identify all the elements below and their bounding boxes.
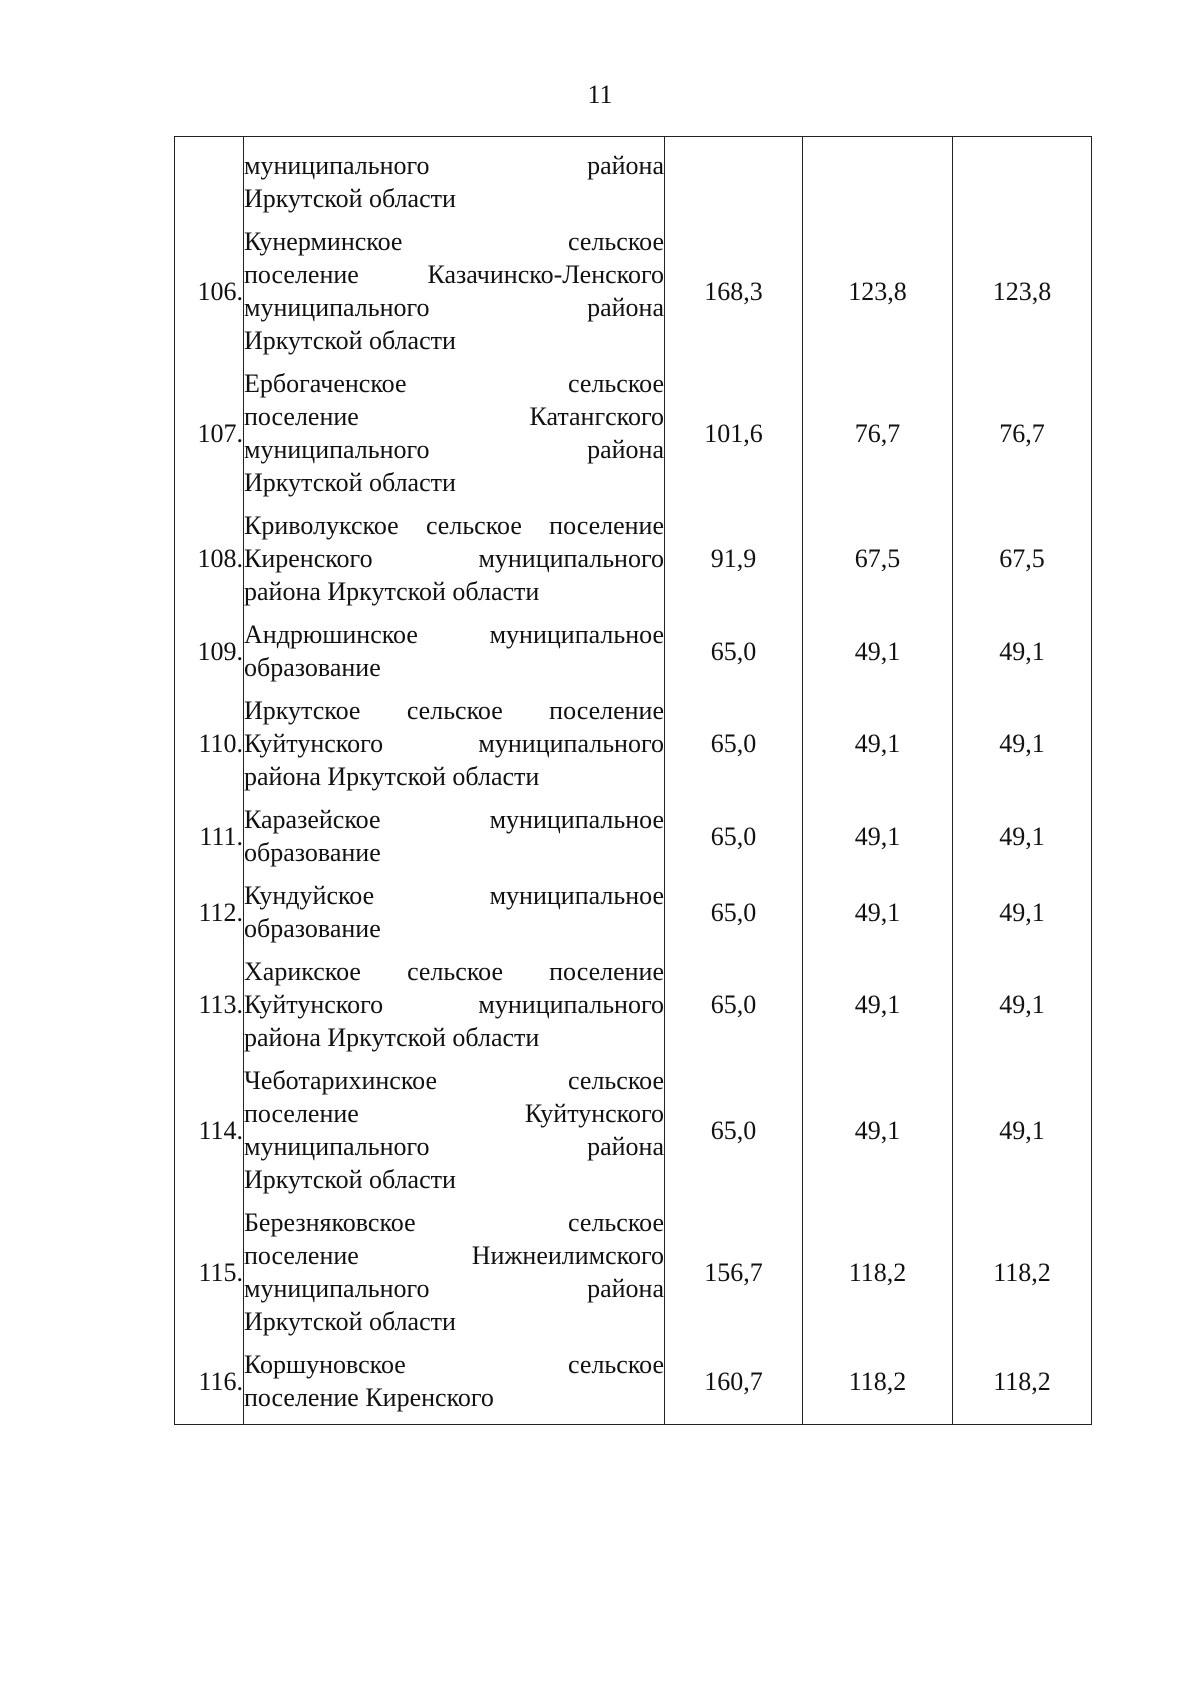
value-col-2: 118,2 <box>803 1348 953 1425</box>
value-col-1: 65,0 <box>665 1064 803 1206</box>
name-line: района Иркутской области <box>244 577 540 606</box>
value-col-1: 65,0 <box>665 879 803 955</box>
name-line: Ербогаченское сельское <box>244 369 664 398</box>
value-col-2 <box>803 137 953 226</box>
value-col-3: 76,7 <box>953 367 1092 509</box>
row-name <box>244 618 665 694</box>
row-name <box>244 955 665 1064</box>
name-line: муниципального района <box>244 435 664 464</box>
name-line: Кундуйское муниципальное <box>244 881 664 910</box>
table-row <box>175 1348 1092 1425</box>
value-col-2: 49,1 <box>803 879 953 955</box>
row-number: 116. <box>175 1348 244 1425</box>
row-number <box>175 137 244 226</box>
value-col-1: 65,0 <box>665 955 803 1064</box>
name-line: района Иркутской области <box>244 762 540 791</box>
table-row <box>175 803 1092 879</box>
name-line: муниципального района <box>244 293 664 322</box>
name-line: Коршуновское сельское <box>244 1350 664 1379</box>
name-line: поселение Катангского <box>244 402 664 431</box>
row-number: 110. <box>175 694 244 803</box>
row-name <box>244 225 665 367</box>
value-col-2: 76,7 <box>803 367 953 509</box>
name-line: Иркутской области <box>244 1307 456 1336</box>
value-col-2: 49,1 <box>803 803 953 879</box>
value-col-2: 49,1 <box>803 694 953 803</box>
value-col-2: 49,1 <box>803 1064 953 1206</box>
value-col-1: 160,7 <box>665 1348 803 1425</box>
value-col-1: 65,0 <box>665 618 803 694</box>
row-name <box>244 367 665 509</box>
value-col-1: 91,9 <box>665 509 803 618</box>
value-col-2: 49,1 <box>803 955 953 1064</box>
name-line: образование <box>244 653 381 682</box>
name-line: Кунерминское сельское <box>244 227 664 256</box>
name-line: района Иркутской области <box>244 1023 540 1052</box>
table-row <box>175 1064 1092 1206</box>
name-line: Иркутской области <box>244 1165 456 1194</box>
name-line: Каразейское муниципальное <box>244 805 664 834</box>
value-col-2: 49,1 <box>803 618 953 694</box>
value-col-3: 49,1 <box>953 803 1092 879</box>
value-col-3 <box>953 137 1092 226</box>
row-number: 112. <box>175 879 244 955</box>
value-col-3: 49,1 <box>953 879 1092 955</box>
value-col-3: 67,5 <box>953 509 1092 618</box>
name-line: Харикское сельское поселение <box>244 957 664 986</box>
table-row <box>175 618 1092 694</box>
table-row <box>175 1206 1092 1348</box>
value-col-3: 49,1 <box>953 955 1092 1064</box>
name-line: Куйтунского муниципального <box>244 990 664 1019</box>
row-number: 109. <box>175 618 244 694</box>
name-line: муниципального района <box>244 1274 664 1303</box>
row-number: 113. <box>175 955 244 1064</box>
name-line: Иркутской области <box>244 326 456 355</box>
table-row <box>175 225 1092 367</box>
data-table <box>174 136 1092 1425</box>
value-col-2: 67,5 <box>803 509 953 618</box>
table-row <box>175 367 1092 509</box>
name-line: образование <box>244 838 381 867</box>
name-line: образование <box>244 914 381 943</box>
value-col-3: 123,8 <box>953 225 1092 367</box>
name-line: Иркутское сельское поселение <box>244 696 664 725</box>
name-line: Чеботарихинское сельское <box>244 1066 664 1095</box>
table-body <box>175 137 1092 1425</box>
row-name <box>244 1348 665 1425</box>
value-col-3: 118,2 <box>953 1206 1092 1348</box>
row-number: 111. <box>175 803 244 879</box>
table-row <box>175 955 1092 1064</box>
name-line: Березняковское сельское <box>244 1208 664 1237</box>
table-row-continuation <box>175 137 1092 226</box>
name-line: Иркутской области <box>244 468 456 497</box>
value-col-3: 49,1 <box>953 1064 1092 1206</box>
value-col-3: 49,1 <box>953 618 1092 694</box>
name-line: Андрюшинское муниципальное <box>244 620 664 649</box>
value-col-3: 49,1 <box>953 694 1092 803</box>
table-row <box>175 879 1092 955</box>
name-line: Киренского муниципального <box>244 544 664 573</box>
name-line: поселение Куйтунского <box>244 1099 664 1128</box>
name-line: поселение Киренского <box>244 1383 494 1412</box>
row-number: 107. <box>175 367 244 509</box>
value-col-1 <box>665 137 803 226</box>
name-line: Криволукское сельское поселение <box>244 511 664 540</box>
table-row <box>175 509 1092 618</box>
name-line: Иркутской области <box>244 184 456 213</box>
row-number: 108. <box>175 509 244 618</box>
value-col-1: 156,7 <box>665 1206 803 1348</box>
row-number: 106. <box>175 225 244 367</box>
page-number: 11 <box>587 80 613 109</box>
name-line: поселение Нижнеилимского <box>244 1241 664 1270</box>
row-name <box>244 137 665 226</box>
value-col-2: 118,2 <box>803 1206 953 1348</box>
name-line: поселение Казачинско-Ленского <box>244 260 664 289</box>
value-col-1: 168,3 <box>665 225 803 367</box>
row-number: 115. <box>175 1206 244 1348</box>
name-line: муниципального района <box>244 1132 664 1161</box>
name-line: муниципального района <box>244 151 664 180</box>
row-name <box>244 509 665 618</box>
value-col-2: 123,8 <box>803 225 953 367</box>
table-row <box>175 694 1092 803</box>
value-col-1: 65,0 <box>665 803 803 879</box>
name-line: Куйтунского муниципального <box>244 729 664 758</box>
row-name <box>244 803 665 879</box>
row-name <box>244 879 665 955</box>
value-col-1: 65,0 <box>665 694 803 803</box>
value-col-1: 101,6 <box>665 367 803 509</box>
row-name <box>244 1206 665 1348</box>
row-name <box>244 1064 665 1206</box>
row-name <box>244 694 665 803</box>
row-number: 114. <box>175 1064 244 1206</box>
value-col-3: 118,2 <box>953 1348 1092 1425</box>
